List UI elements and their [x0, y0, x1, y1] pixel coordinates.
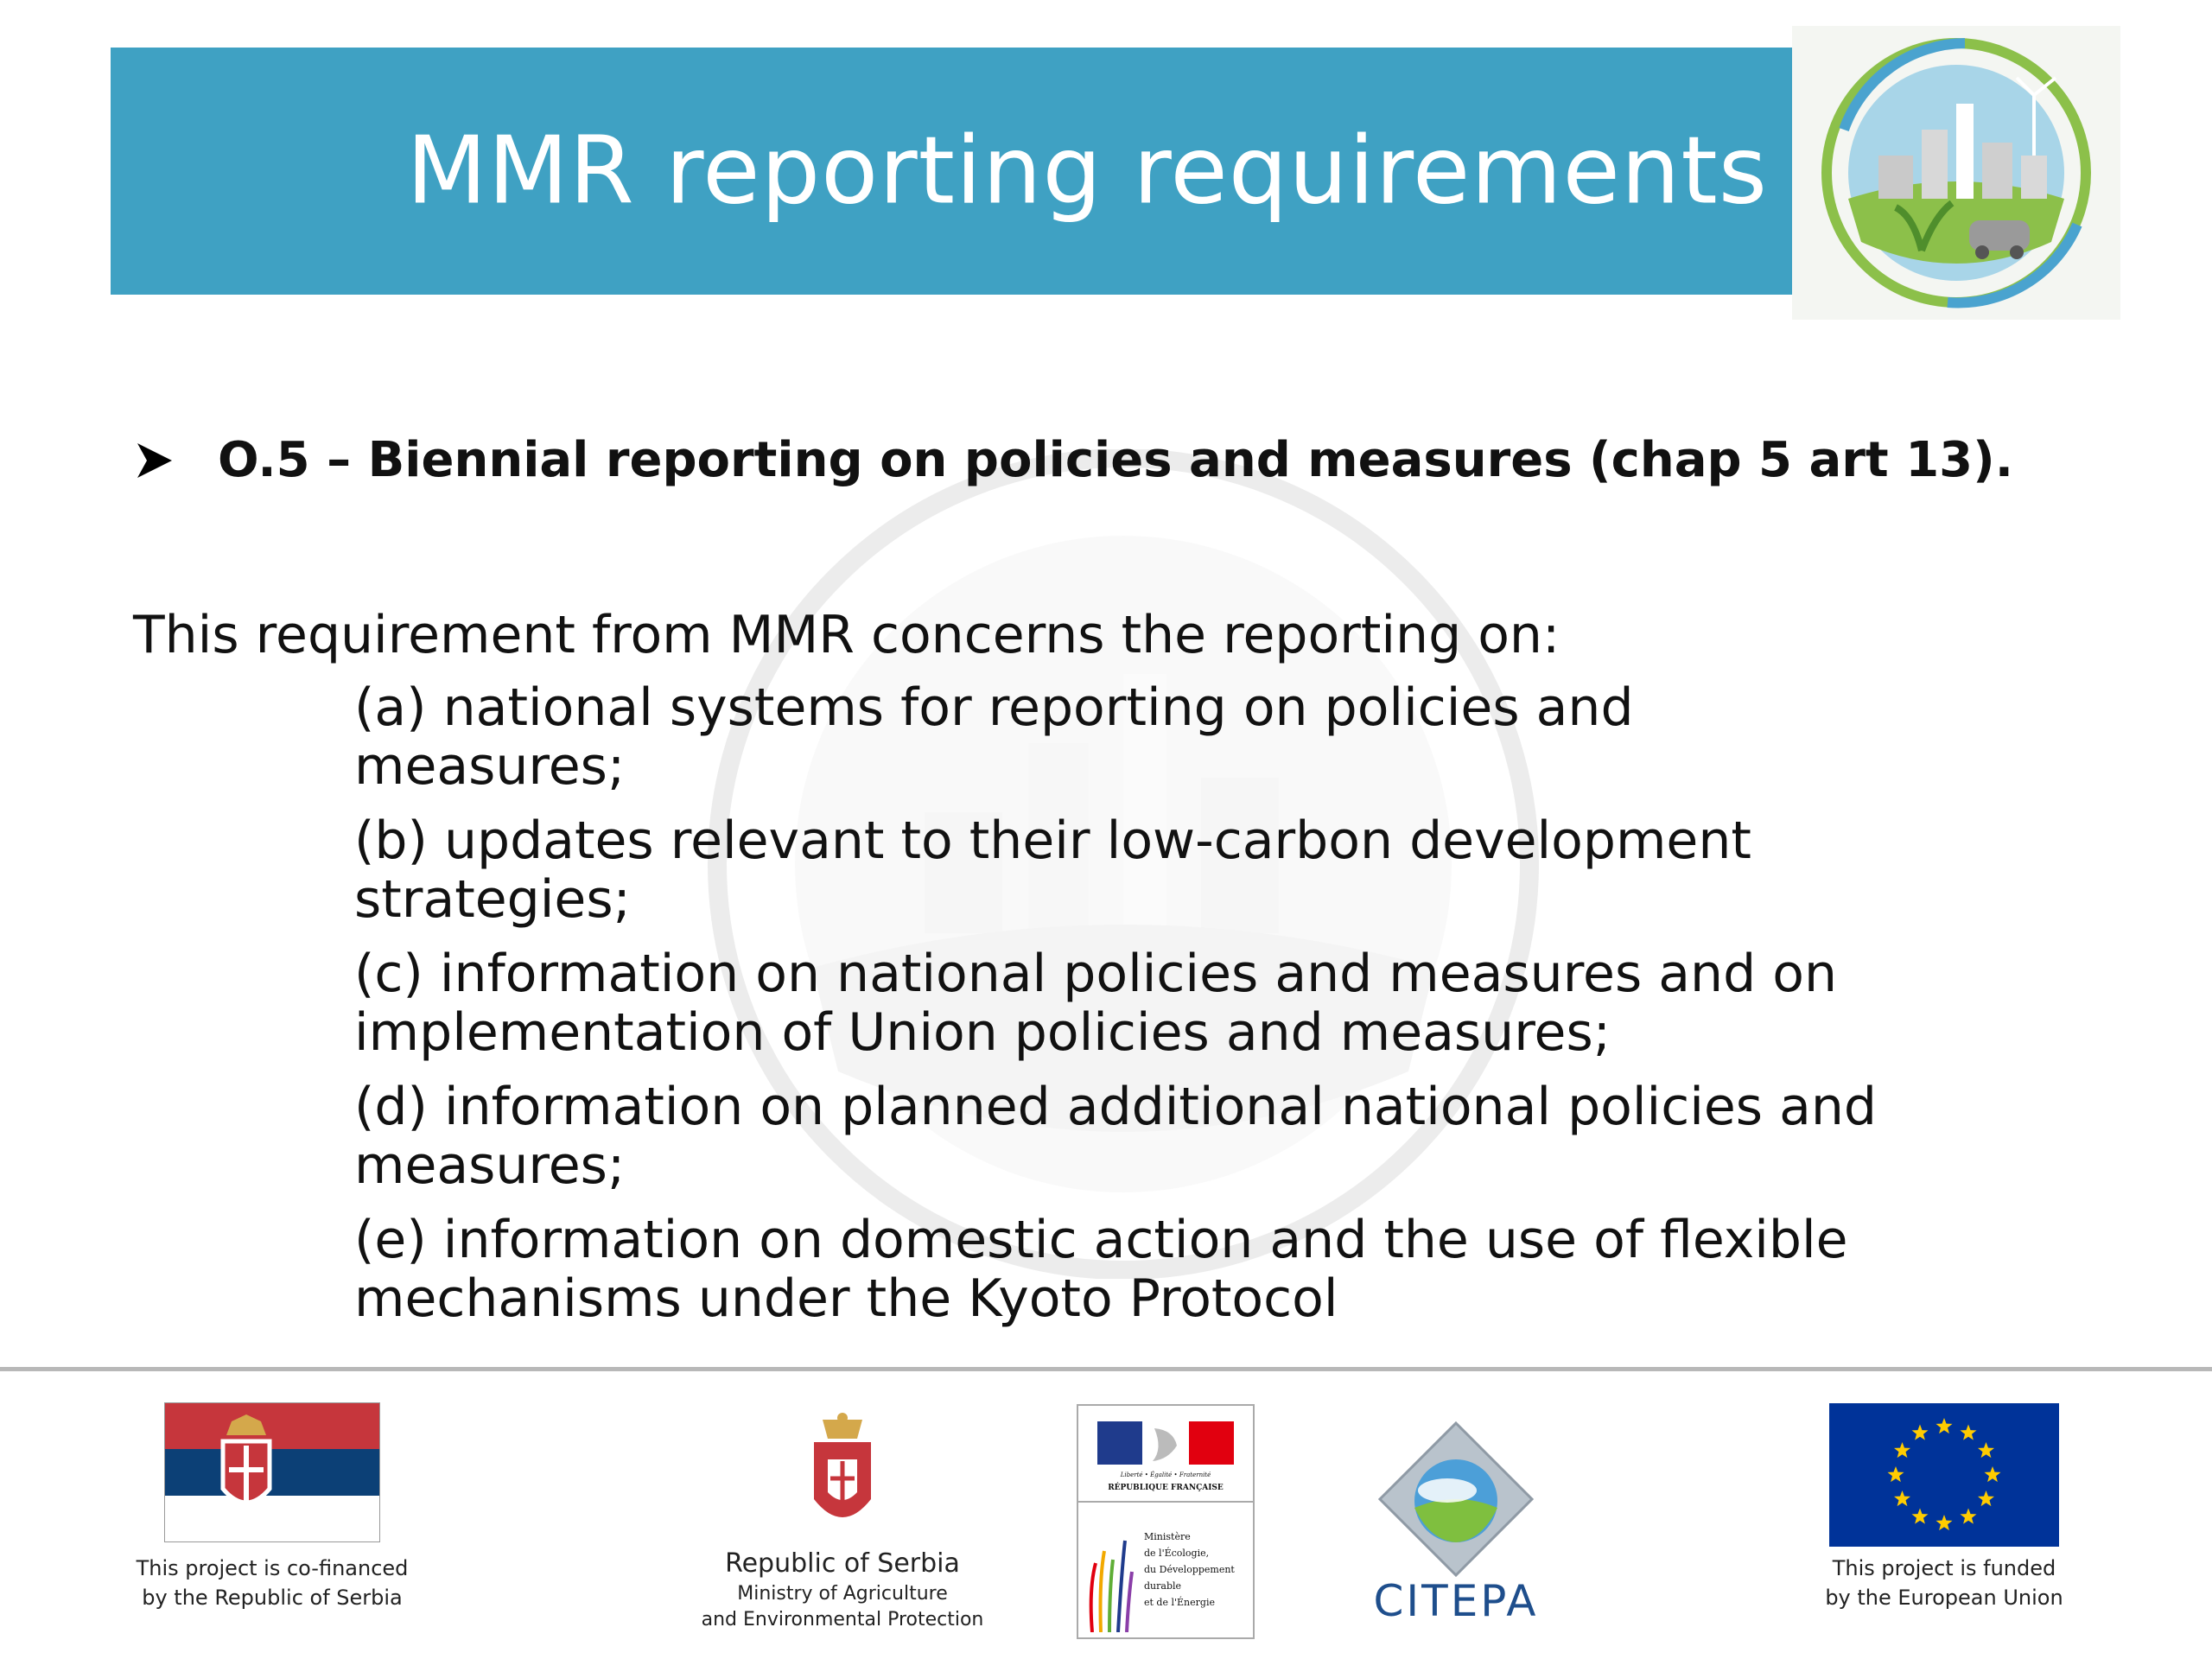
serbia-flag-caption: This project is co-financed by the Republic of Serbia: [136, 1556, 409, 1610]
list-item: (d) information on planned additional national policies and measures;: [354, 1077, 1878, 1196]
list-item: (a) national systems for reporting on policies and measures;: [354, 677, 1634, 797]
eu-flag-logo: [1829, 1403, 2059, 1547]
requirement-list: [354, 678, 1892, 1344]
citepa-emblem-icon: [1378, 1421, 1534, 1577]
slide-title: MMR reporting requirements: [406, 117, 1768, 226]
marianne-flag-icon: [1097, 1421, 1234, 1465]
ministry-name: Republic of Serbia: [725, 1548, 960, 1579]
title-bar: [111, 48, 1792, 295]
eu-caption: This project is funded by the European Union: [1825, 1556, 2063, 1610]
arrow-bullet-icon: [135, 441, 175, 480]
intro-text: This requirement from MMR concerns the reporting on:: [133, 605, 1560, 665]
list-item: (c) information on national policies and measures and on implementation of Union policies and measures;: [354, 944, 1837, 1063]
colored-strokes-icon: [1087, 1537, 1139, 1632]
french-ministry-logo: Liberté • Égalité • Fraternité RÉPUBLIQUE FRANÇAISE Ministère de l'Écologie, du Développement durable et de l'Énergie: [1077, 1404, 1255, 1639]
environment-project-logo: [1792, 26, 2120, 320]
bullet-heading-text: O.5 – Biennial reporting on policies and measures (chap 5 art 13).: [218, 432, 2013, 488]
bullet-heading: [135, 432, 2013, 488]
serbia-coat-of-arms-icon: [807, 1411, 878, 1537]
footer-divider: [0, 1367, 2212, 1371]
citepa-logo-text: CITEPA: [1373, 1576, 1539, 1626]
serbia-flag-logo: [164, 1402, 380, 1542]
list-item: (e) information on domestic action and the use of flexible mechanisms under the Kyoto Protocol: [354, 1210, 1848, 1329]
list-item: (b) updates relevant to their low-carbon development strategies;: [354, 810, 1751, 930]
ministry-caption: Ministry of Agriculture and Environmental Protection: [701, 1583, 984, 1630]
